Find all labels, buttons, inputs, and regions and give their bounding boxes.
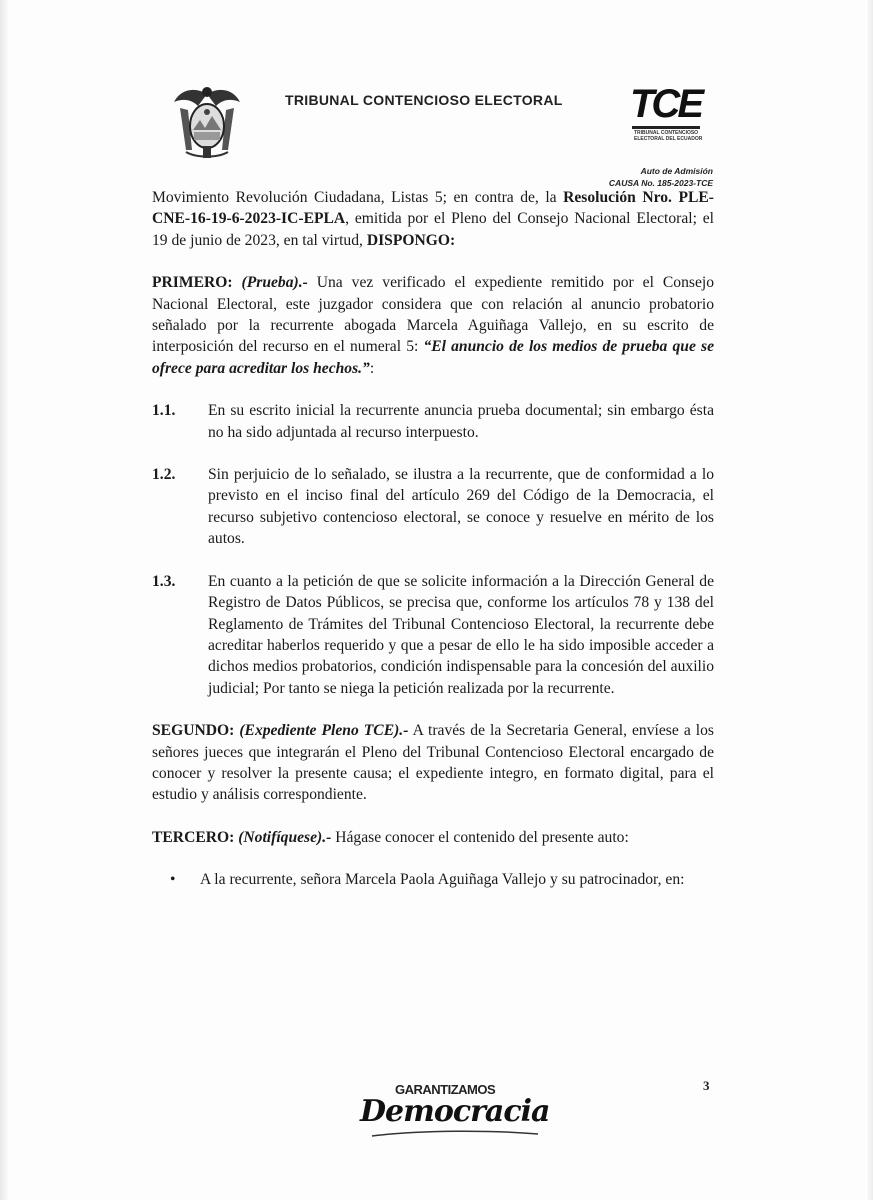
segundo-paragraph: [152, 720, 714, 806]
footer-slogan-top: GARANTIZAMOS: [395, 1082, 496, 1097]
segundo-text: A través de la Secretaria General, envíese a los señores jueces que integrarán el Pleno del Tribunal Contencioso Electoral encargado de conocer y resolver la presente causa; el expediente integro, en formato digital, para el estudio y análisis correspondiente.: [152, 722, 714, 804]
item-number: 1.1.: [152, 402, 176, 420]
tce-logo-bar: [632, 126, 700, 129]
causa-number: CAUSA No. 185-2023-TCE: [608, 178, 713, 188]
primero-quote: “El anuncio de los medios de prueba que se ofrece para acreditar los hechos.”: [152, 338, 714, 377]
list-item: [152, 464, 714, 550]
footer-slogan-main: Democracia: [360, 1094, 550, 1129]
header-org-name: TRIBUNAL CONTENCIOSO ELECTORAL: [285, 92, 563, 108]
tercero-paragraph: [152, 827, 714, 848]
item-text: Sin perjuicio de lo señalado, se ilustra a la recurrente, que de conformidad a lo previsto en el inciso final del artículo 269 del Código de la Democracia, el recurso subjetivo contencioso electoral, se conoce y resuelve en mérito de los autos.: [208, 466, 714, 548]
document-body: [152, 187, 714, 891]
ecuador-coat-of-arms-icon: [172, 80, 242, 160]
dispongo-heading: DISPONGO:: [366, 231, 456, 249]
tercero-label: TERCERO:: [152, 828, 235, 846]
list-item: [152, 571, 714, 699]
intro-text-2: , emitida por el Pleno del Consejo Nacional Electoral; el 19 de junio de 2023, en tal virtud,: [152, 210, 714, 249]
tercero-text: Hágase conocer el contenido del presente auto:: [331, 828, 629, 846]
intro-text-1: Movimiento Revolución Ciudadana, Listas 5; en contra de, la: [152, 189, 564, 206]
tce-logo-subtitle: TRIBUNAL CONTENCIOSO ELECTORAL DEL ECUADOR: [634, 130, 703, 142]
document-type: Auto de Admisión: [640, 166, 713, 176]
page-left-edge: [0, 0, 8, 1200]
intro-paragraph: [152, 187, 714, 251]
garantizamos-democracia-logo: [360, 1082, 550, 1144]
primero-text: Una vez verificado el expediente remitido por el Consejo Nacional Electoral, este juzgador considera que con relación al anuncio probatorio señalado por la recurrente abogada Marcela Aguiñaga Vallejo, en su escrito de interposición del recurso en el numeral 5:: [152, 274, 714, 356]
primero-end: :: [369, 359, 375, 377]
primero-label: PRIMERO:: [152, 274, 233, 292]
tce-logo: [630, 82, 705, 146]
segundo-title: (Expediente Pleno TCE).-: [239, 722, 409, 740]
document-reference: [609, 165, 713, 189]
item-number: 1.2.: [152, 466, 176, 484]
segundo-label: SEGUNDO:: [152, 722, 235, 740]
primero-title: (Prueba).-: [241, 274, 308, 292]
item-text: En cuanto a la petición de que se solicite información a la Dirección General de Registro de Datos Públicos, se precisa que, conforme los artículos 78 y 138 del Reglamento de Trámites del Tribunal Contencioso Electoral, la recurrente debe acreditar haberlos requerido y que a pesar de ello le ha sido imposible acceder a dichos medios probatorios, condición indispensable para la concesión del auxilio judicial; Por tanto se niega la petición realizada por la recurrente.: [208, 572, 714, 697]
bullet-text: A la recurrente, señora Marcela Paola Aguiñaga Vallejo y su patrocinador, en:: [200, 871, 685, 889]
item-number: 1.3.: [152, 572, 176, 590]
tercero-title: (Notifíquese).-: [238, 828, 332, 846]
footer-swoosh-icon: [370, 1128, 540, 1140]
item-text: En su escrito inicial la recurrente anuncia prueba documental; sin embargo ésta no ha sido adjuntada al recurso interpuesto.: [208, 402, 714, 441]
bullet-icon: •: [170, 871, 176, 889]
tce-logo-text: TCE: [630, 82, 701, 126]
page-right-edge: [867, 0, 873, 1200]
resolution-number: Resolución Nro. PLE-CNE-16-19-6-2023-IC-EPLA: [152, 189, 714, 228]
list-item: [152, 400, 714, 443]
page-number: 3: [703, 1078, 710, 1093]
primero-paragraph: [152, 272, 714, 379]
bullet-item: [152, 869, 714, 890]
